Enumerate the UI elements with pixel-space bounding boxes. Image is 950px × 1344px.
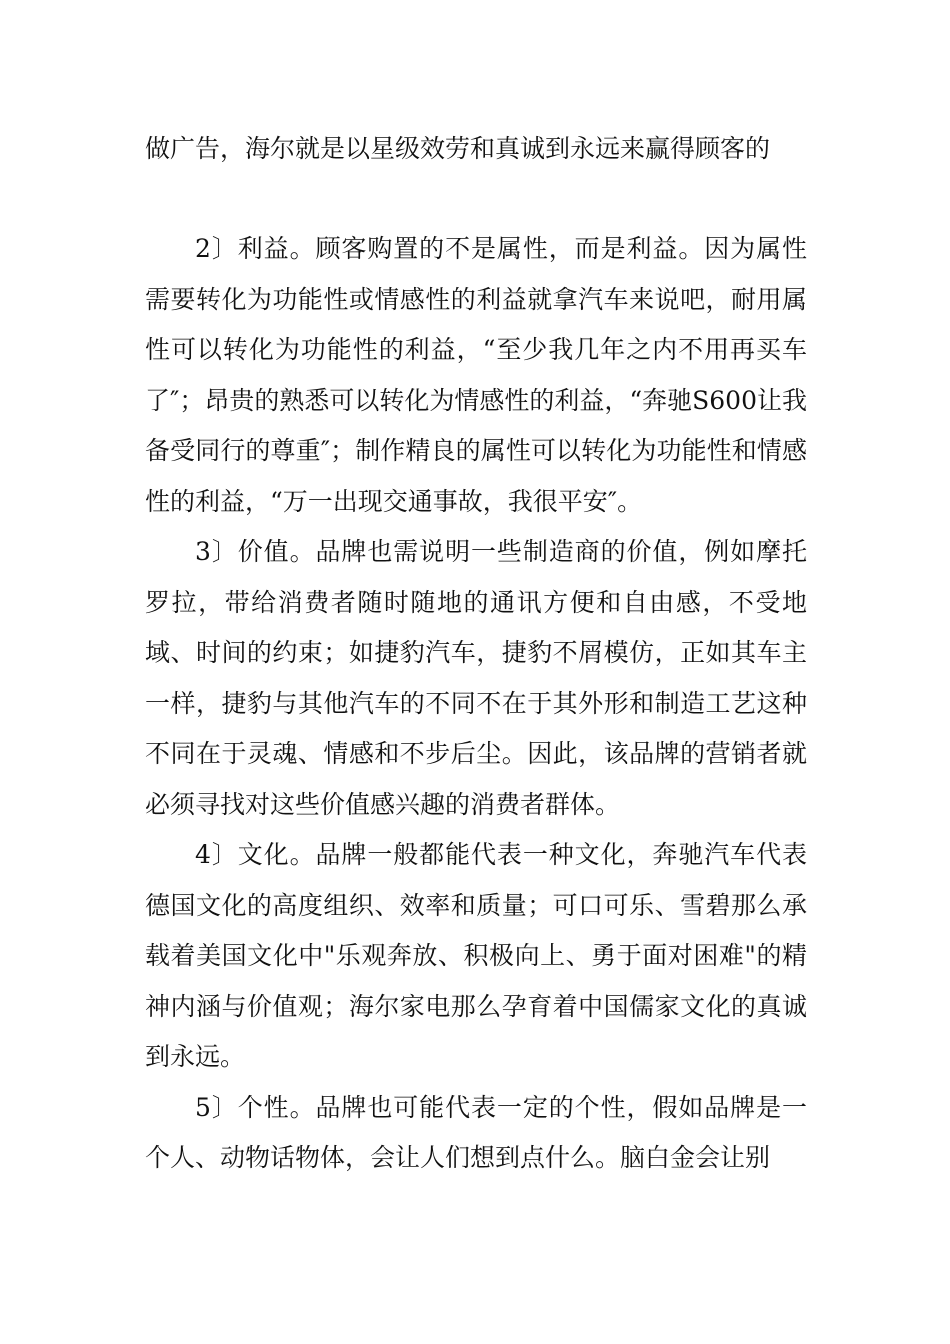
lead-line: 做广告，海尔就是以星级效劳和真诚到永远来赢得顾客的 — [145, 134, 771, 163]
paragraph-culture: 4〕文化。品牌一般都能代表一种文化，奔驰汽车代表德国文化的高度组织、效率和质量；可口可乐、雪碧那么承载着美国文化中"乐观奔放、积极向上、勇于面对困难"的精神内涵与价值观；海尔家电那么孕育着中国儒家文化的真诚到永远。 — [145, 840, 807, 1071]
lead-text-block — [145, 124, 807, 175]
paragraph-benefit: 2〕利益。顾客购置的不是属性，而是利益。因为属性需要转化为功能性或情感性的利益就拿汽车来说吧，耐用属性可以转化为功能性的利益，“至少我几年之内不用再买车了″；昂贵的熟悉可以转化为情感性的利益，“奔驰S600让我备受同行的尊重″；制作精良的属性可以转化为功能性和情感性的利益，“万一出现交通事故，我很平安″。 — [145, 234, 807, 516]
body-text-block — [145, 224, 807, 1184]
paragraph-value: 3〕价值。品牌也需说明一些制造商的价值，例如摩托罗拉，带给消费者随时随地的通讯方便和自由感，不受地域、时间的约束；如捷豹汽车，捷豹不屑模仿，正如其车主一样，捷豹与其他汽车的不同不在于其外形和制造工艺这种不同在于灵魂、情感和不步后尘。因此，该品牌的营销者就必须寻找对这些价值感兴趣的消费者群体。 — [145, 537, 807, 819]
paragraph-personality: 5〕个性。品牌也可能代表一定的个性，假如品牌是一个人、动物话物体，会让人们想到点什么。脑白金会让别 — [145, 1092, 807, 1172]
